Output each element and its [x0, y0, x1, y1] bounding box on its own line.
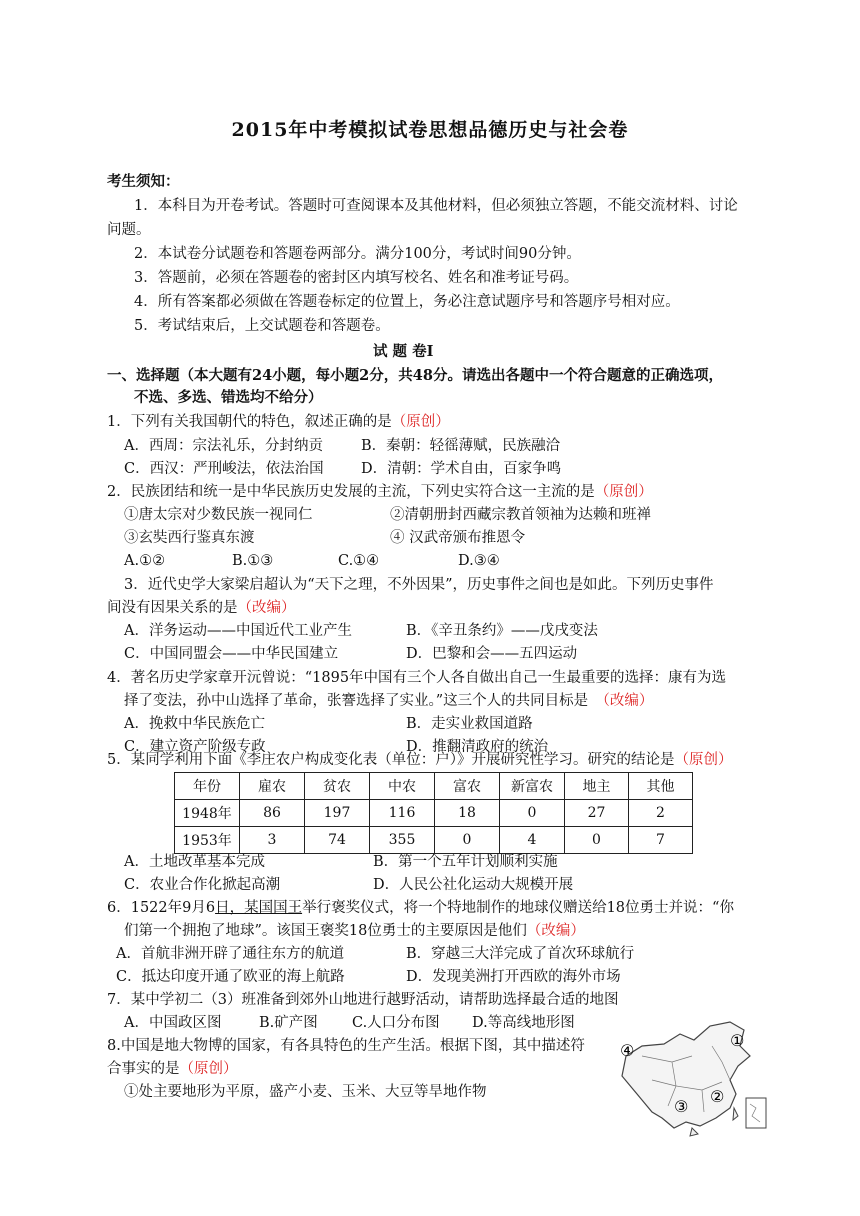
part-heading: 一、选择题（本大题有24小题，每小题2分，共48分。请选出各题中一个符合题意的正确选项，	[107, 367, 723, 384]
page-title: 2015年中考模拟试卷思想品德历史与社会卷	[231, 119, 629, 141]
q4-option-c: C．建立资产阶级专政	[124, 739, 266, 755]
q2-option-d: D.③④	[458, 553, 500, 569]
table-cell: 0	[500, 800, 565, 827]
question-text: 5．某同学利用下面《李庄农户构成变化表（单位：户）》开展研究性学习。研究的结论是	[107, 752, 675, 768]
source-tag: （原创）	[179, 1061, 238, 1077]
q7-stem: 7．某中学初二（3）班准备到郊外山地进行越野活动，请帮助选择最合适的地图	[107, 992, 619, 1008]
q5-stem	[107, 750, 732, 770]
question-text: 1．下列有关我国朝代的特色，叙述正确的是	[107, 414, 392, 430]
map-label-4: ④	[620, 1041, 635, 1060]
table-cell: 3	[240, 827, 305, 854]
notice-heading: 考生须知：	[107, 173, 180, 190]
south-sea-islands	[750, 1104, 760, 1122]
section-title: 试 题 卷Ⅰ	[373, 343, 434, 360]
table-cell: 74	[305, 827, 370, 854]
q4-option-a: A．挽救中华民族危亡	[124, 716, 265, 732]
part-heading-cont: 不选、多选、错选均不给分）	[134, 389, 323, 406]
map-label-2: ②	[710, 1087, 725, 1106]
question-text: 举行褒奖仪式，将一个特地制作的地球仪赠送给18位勇士并说：“你	[302, 900, 734, 916]
notice-item: 问题。	[107, 222, 151, 238]
question-text: 6．1522年9月6	[107, 900, 216, 916]
q2-option-a: A.①②	[124, 553, 166, 569]
question-text: 择了变法，孙中山选择了革命，张謇选择了实业。”这三个人的共同目标是	[124, 693, 589, 709]
notice-item: 4．所有答案都必须做在答题卷标定的位置上，务必注意试题序号和答题序号相对应。	[134, 294, 680, 310]
table-header-cell: 富农	[435, 773, 500, 800]
q5-option-c: C．农业合作化掀起高潮	[124, 877, 281, 893]
q1-option-d: D．清朝：学术自由，百家争鸣	[361, 461, 562, 477]
table-cell: 197	[305, 800, 370, 827]
q3-stem-cont	[107, 598, 296, 618]
q6-option-c: C．抵达印度开通了欧亚的海上航路	[116, 969, 345, 985]
table-cell: 2	[629, 800, 693, 827]
q6-option-d: D．发现美洲打开西欧的海外市场	[406, 969, 621, 985]
question-text: 们第一个拥抱了地球”。该国王褒奖18位勇士的主要原因是他们	[124, 923, 527, 939]
source-tag: （原创）	[594, 484, 653, 500]
q2-item-1: ①唐太宗对少数民族一视同仁	[124, 507, 313, 523]
table-cell: 1948年	[175, 800, 240, 827]
source-tag: （改编）	[526, 923, 585, 939]
q8-stem-cont	[107, 1059, 238, 1079]
china-map	[612, 1016, 772, 1138]
q4-stem: 4．著名历史学家章开沅曾说：“1895年中国有三个人各自做出自己一生最重要的选择：康有为选	[107, 670, 727, 686]
source-tag: （改编）	[595, 693, 654, 709]
question-text: 间没有因果关系的是	[107, 600, 238, 616]
underlined-text: 日，某国国王	[215, 900, 303, 916]
table-cell: 0	[565, 827, 629, 854]
south-sea-inset	[746, 1098, 766, 1128]
notice-item: 2．本试卷分试题卷和答题卷两部分。满分100分，考试时间90分钟。	[134, 246, 581, 262]
q5-option-b: B．第一个五年计划顺利实施	[373, 854, 558, 870]
table-cell: 18	[435, 800, 500, 827]
q1-option-b: B．秦朝：轻徭薄赋，民族融洽	[361, 438, 561, 454]
table-cell: 86	[240, 800, 305, 827]
q2-option-b: B.①③	[232, 553, 274, 569]
table-header-cell: 新富农	[500, 773, 565, 800]
table-row	[175, 827, 693, 854]
q3-option-c: C．中国同盟会——中华民国建立	[124, 646, 339, 662]
q3-stem: 3．近代史学大家梁启超认为“天下之理，不外因果”，历史事件之间也是如此。下列历史事件	[124, 577, 714, 593]
table-header-row	[175, 773, 693, 800]
table-cell: 355	[370, 827, 435, 854]
q3-option-d: D．巴黎和会——五四运动	[406, 646, 578, 662]
q7-option-a: A．中国政区图	[124, 1015, 222, 1031]
q2-stem	[107, 482, 653, 502]
q4-option-b: B．走实业救国道路	[406, 716, 533, 732]
question-text: 合事实的是	[107, 1061, 180, 1077]
taiwan-island	[733, 1108, 738, 1120]
table-row	[175, 800, 693, 827]
q1-option-c: C．西汉：严刑峻法，依法治国	[124, 461, 324, 477]
table-cell: 1953年	[175, 827, 240, 854]
notice-item: 1．本科目为开卷考试。答题时可查阅课本及其他材料，但必须独立答题，不能交流材料、讨论	[134, 198, 738, 214]
q8-item-1: ①处主要地形为平原，盛产小麦、玉米、大豆等旱地作物	[124, 1084, 487, 1100]
table-cell: 27	[565, 800, 629, 827]
q2-item-2: ②清朝册封西藏宗教首领袖为达赖和班禅	[390, 507, 651, 523]
table-cell: 0	[435, 827, 500, 854]
q5-option-a: A．土地改革基本完成	[124, 854, 265, 870]
household-table	[174, 772, 693, 854]
table-header-cell: 贫农	[305, 773, 370, 800]
q6-option-b: B．穿越三大洋完成了首次环球航行	[406, 946, 635, 962]
table-cell: 4	[500, 827, 565, 854]
q7-option-b: B.矿产图	[259, 1015, 318, 1031]
q7-option-c: C.人口分布图	[352, 1015, 440, 1031]
q7-option-d: D.等高线地形图	[472, 1015, 575, 1031]
table-cell: 116	[370, 800, 435, 827]
notice-item: 5．考试结束后，上交试题卷和答题卷。	[134, 318, 390, 334]
map-label-1: ①	[730, 1031, 745, 1050]
q8-stem: 8.中国是地大物博的国家，有各具特色的生产生活。根据下图，其中描述符	[107, 1038, 585, 1054]
table-header-cell: 雇农	[240, 773, 305, 800]
q6-stem	[107, 898, 734, 918]
hainan-island	[690, 1128, 698, 1136]
notice-item: 3．答题前，必须在答题卷的密封区内填写校名、姓名和准考证号码。	[134, 270, 579, 286]
table-cell: 7	[629, 827, 693, 854]
q3-option-a: A．洋务运动——中国近代工业产生	[124, 623, 352, 639]
table-header-cell: 年份	[175, 773, 240, 800]
q2-option-c: C.①④	[338, 553, 380, 569]
table-header-cell: 地主	[565, 773, 629, 800]
source-tag: （原创）	[391, 414, 450, 430]
q2-item-3: ③玄奘西行鉴真东渡	[124, 530, 255, 546]
q4-option-d: D．推翻清政府的统治	[406, 739, 549, 755]
question-text: 2．民族团结和统一是中华民族历史发展的主流，下列史实符合这一主流的是	[107, 484, 595, 500]
source-tag: （改编）	[237, 600, 296, 616]
source-tag: （原创）	[674, 752, 733, 768]
q1-stem	[107, 412, 450, 432]
table-header-cell: 其他	[629, 773, 693, 800]
table-header-cell: 中农	[370, 773, 435, 800]
q3-option-b: B．《辛丑条约》——戊戌变法	[406, 623, 598, 639]
q6-stem-cont	[124, 921, 585, 941]
q2-item-4: ④ 汉武帝颁布推恩令	[390, 530, 526, 546]
map-label-3: ③	[674, 1097, 689, 1116]
q6-option-a: A．首航非洲开辟了通往东方的航道	[116, 946, 344, 962]
q4-stem-cont	[124, 691, 653, 711]
q5-option-d: D．人民公社化运动大规模开展	[373, 877, 574, 893]
q1-option-a: A．西周：宗法礼乐，分封纳贡	[124, 438, 323, 454]
